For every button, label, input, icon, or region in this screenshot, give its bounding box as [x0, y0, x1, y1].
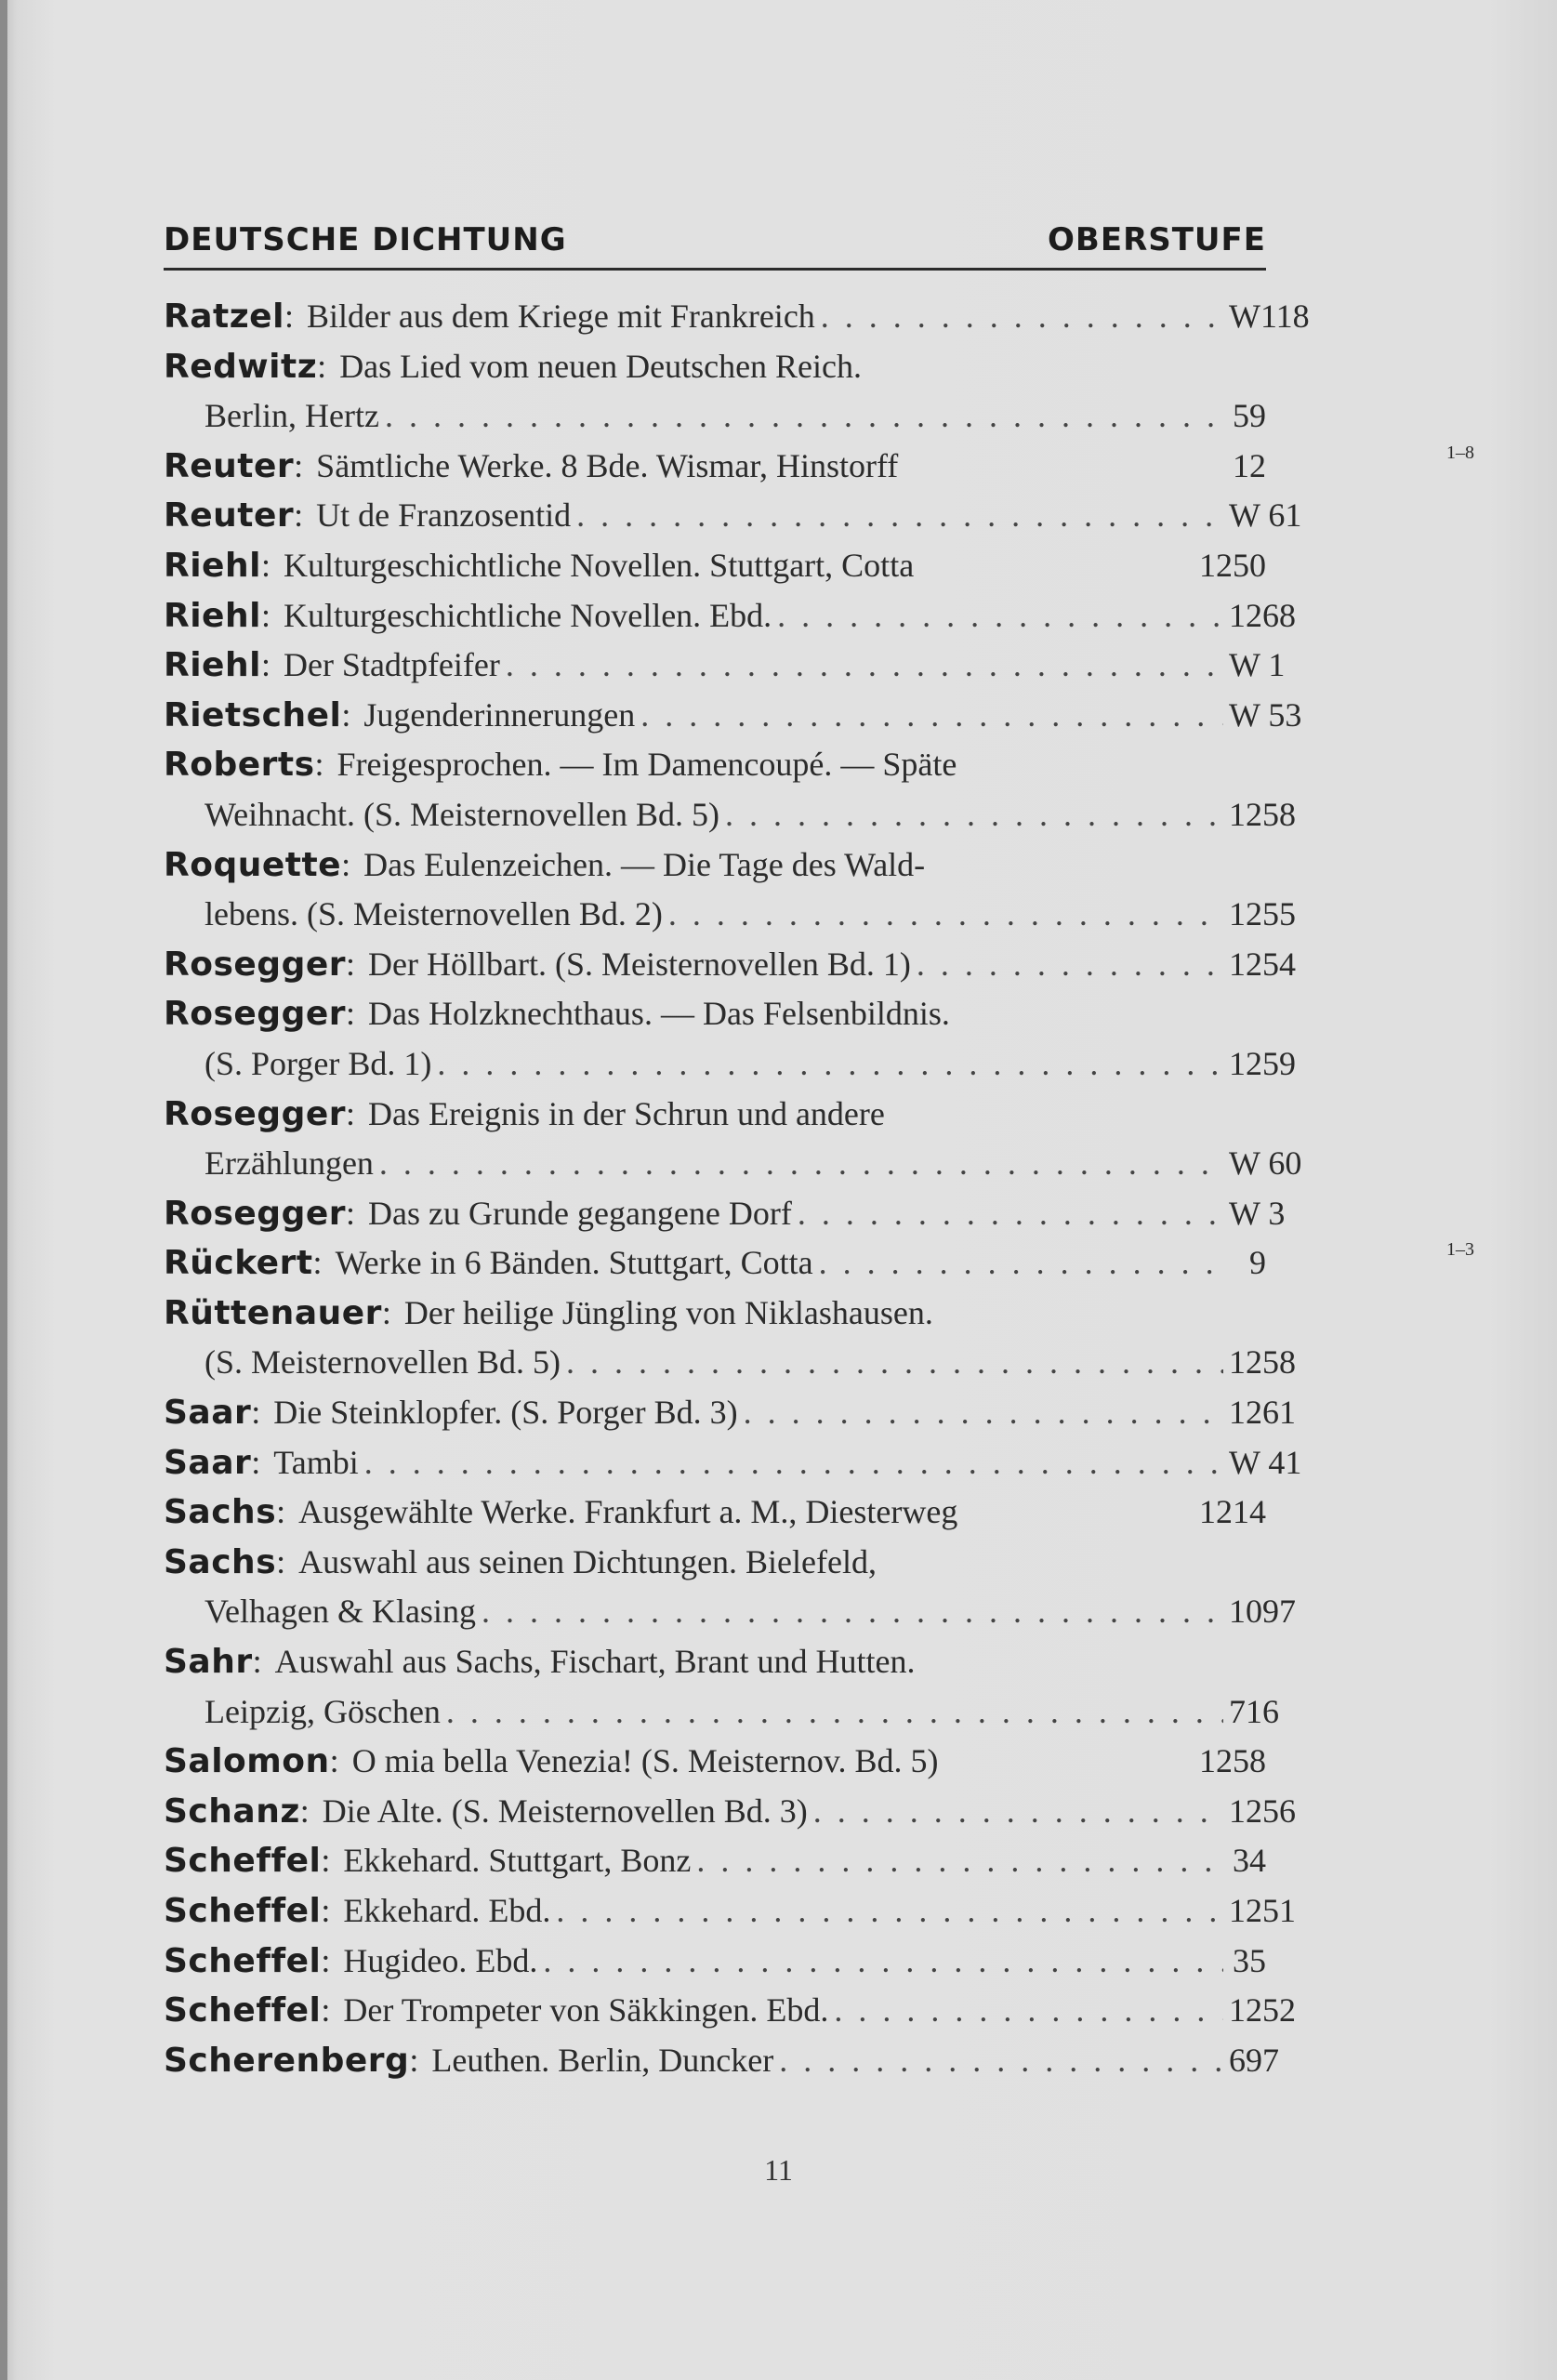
entry-author: Roquette — [164, 845, 342, 884]
entry-title: (S. Porger Bd. 1) — [205, 1044, 432, 1082]
entry-title: Sämtliche Werke. 8 Bde. Wismar, Hinstorff — [316, 446, 899, 484]
entry-line — [164, 491, 1302, 541]
entry-author: Rietschel — [164, 695, 342, 734]
dot-leader — [777, 591, 1223, 641]
entry-number: 1214 — [1199, 1493, 1266, 1531]
dot-leader — [696, 1836, 1223, 1886]
entry-line — [164, 1090, 1266, 1140]
entry-author: Scheffel — [164, 1991, 322, 2030]
entry-line — [164, 1289, 1266, 1339]
catalog-entry — [164, 840, 1296, 940]
entry-line — [164, 989, 1266, 1039]
dot-leader — [821, 292, 1223, 342]
entry-line — [164, 1388, 1296, 1438]
entry-line — [164, 1587, 1296, 1637]
entry-title: Die Alte. (S. Meisternovellen Bd. 3) — [322, 1792, 808, 1830]
catalog-entry — [164, 1438, 1302, 1488]
entry-author: Scheffel — [164, 1892, 322, 1930]
dot-leader — [482, 1587, 1223, 1637]
entry-line — [164, 1787, 1296, 1837]
entry-line — [164, 1438, 1302, 1488]
catalog-entry — [164, 1886, 1296, 1937]
dot-leader — [798, 1189, 1223, 1239]
entry-line — [164, 1538, 1266, 1588]
entry-line — [164, 1189, 1286, 1239]
entry-line — [164, 1986, 1296, 2036]
entry-line — [164, 1937, 1266, 1987]
entry-title: Das Holzknechthaus. — Das Felsenbildnis. — [368, 995, 950, 1033]
entry-author: Reuter — [164, 446, 295, 485]
entry-number: W 3 — [1229, 1194, 1286, 1232]
entry-number: 1251 — [1229, 1892, 1296, 1929]
author-colon: : — [260, 546, 270, 584]
author-colon: : — [321, 1941, 331, 1979]
entry-title: Leipzig, Göschen — [205, 1692, 441, 1730]
catalog-entry — [164, 342, 1266, 442]
author-colon: : — [321, 1892, 331, 1929]
author-colon: : — [409, 2041, 419, 2079]
entry-title: O mia bella Venezia! (S. Meisternov. Bd. 5) — [351, 1742, 939, 1780]
catalog-entry — [164, 491, 1302, 541]
entry-title: Kulturgeschichtliche Novellen. Stuttgart, Cotta — [283, 546, 915, 584]
entry-title: Das Eulenzeichen. — Die Tage des Wald- — [363, 845, 926, 883]
entry-number: 12 — [1233, 446, 1266, 484]
dot-leader — [725, 790, 1223, 840]
author-colon: : — [260, 646, 270, 684]
author-colon: : — [346, 995, 356, 1033]
entry-number: 35 — [1233, 1941, 1266, 1979]
entry-title: Das Ereignis in der Schrun und andere — [368, 1094, 885, 1132]
author-colon: : — [321, 1842, 331, 1880]
entry-author: Schanz — [164, 1792, 300, 1831]
entry-line — [164, 391, 1266, 442]
entry-title: Berlin, Hertz — [205, 397, 379, 435]
entry-title: Ekkehard. Stuttgart, Bonz — [343, 1842, 692, 1880]
entry-number: W 41 — [1229, 1443, 1302, 1481]
entry-title: Ut de Franzosentid — [316, 496, 572, 535]
entry-line — [164, 342, 1266, 392]
page-number: 11 — [764, 2153, 793, 2187]
entry-number: W118 — [1229, 298, 1310, 335]
dot-leader — [640, 691, 1223, 741]
entry-title: Werke in 6 Bänden. Stuttgart, Cotta — [335, 1244, 813, 1282]
entry-title: Ausgewählte Werke. Frankfurt a. M., Diesterweg — [298, 1493, 958, 1531]
author-colon: : — [341, 845, 351, 883]
dot-leader — [437, 1039, 1223, 1090]
catalog-entry — [164, 940, 1296, 990]
entry-line — [164, 940, 1296, 990]
dot-leader — [556, 1886, 1223, 1937]
entry-title: (S. Meisternovellen Bd. 5) — [205, 1343, 561, 1382]
entry-title: Kulturgeschichtliche Novellen. Ebd. — [283, 596, 772, 634]
entry-line — [164, 840, 1266, 891]
entry-line — [164, 1637, 1266, 1687]
entry-title: Auswahl aus seinen Dichtungen. Bielefeld, — [298, 1542, 877, 1580]
catalog-entry — [164, 1937, 1266, 1987]
entry-number: 1261 — [1229, 1394, 1296, 1432]
entry-title: Weihnacht. (S. Meisternovellen Bd. 5) — [205, 795, 719, 833]
entry-line — [164, 890, 1296, 940]
entry-title: Auswahl aus Sachs, Fischart, Brant und Hutten. — [274, 1643, 916, 1681]
author-colon: : — [276, 1493, 286, 1531]
catalog-entry — [164, 989, 1296, 1089]
entry-number: 1255 — [1229, 895, 1296, 933]
entry-number: 716 — [1229, 1692, 1279, 1730]
entry-author: Scherenberg — [164, 2041, 410, 2080]
catalog-entry — [164, 1787, 1296, 1837]
author-colon: : — [346, 945, 356, 983]
author-colon: : — [276, 1542, 286, 1580]
catalog-entry — [164, 1737, 1266, 1787]
entry-author: Ratzel — [164, 298, 284, 336]
author-colon: : — [381, 1293, 391, 1331]
dot-leader — [834, 1986, 1223, 2036]
running-header — [164, 221, 1266, 271]
entry-number: 9 — [1249, 1244, 1266, 1282]
entry-author: Scheffel — [164, 1842, 322, 1881]
entry-number: 1268 — [1229, 596, 1296, 634]
entry-line — [164, 2036, 1279, 2086]
entry-author: Rückert — [164, 1244, 313, 1283]
entry-title: Ekkehard. Ebd. — [343, 1892, 551, 1929]
entry-number: W 60 — [1229, 1144, 1302, 1183]
catalog-entry — [164, 1189, 1286, 1239]
entry-author: Rosegger — [164, 1094, 347, 1133]
entry-title: Der Trompeter von Säkkingen. Ebd. — [343, 1991, 829, 2030]
entry-title: Velhagen & Klasing — [205, 1593, 476, 1631]
page-edge — [0, 0, 7, 2380]
author-colon: : — [312, 1244, 323, 1282]
entry-author: Saar — [164, 1443, 252, 1482]
catalog-entry — [164, 1238, 1474, 1289]
entry-number: W 53 — [1229, 695, 1302, 734]
entry-author: Riehl — [164, 546, 261, 585]
dot-leader — [385, 391, 1223, 442]
author-colon: : — [294, 446, 304, 484]
entry-author: Sahr — [164, 1643, 253, 1682]
author-colon: : — [294, 496, 304, 535]
dot-leader — [779, 2036, 1223, 2086]
entry-number: 1258 — [1229, 1343, 1296, 1382]
entry-line — [164, 740, 1266, 790]
catalog-entry — [164, 1986, 1296, 2036]
entry-title: Tambi — [273, 1443, 359, 1481]
entry-line — [164, 292, 1310, 342]
entry-line — [164, 691, 1302, 741]
catalog-entry — [164, 1289, 1296, 1388]
catalog-entry — [164, 740, 1296, 840]
entry-author: Scheffel — [164, 1941, 322, 1980]
catalog-entries — [164, 292, 1474, 2085]
header-left: DEUTSCHE DICHTUNG — [164, 221, 567, 258]
entry-number: W 61 — [1229, 496, 1302, 535]
entry-line — [164, 641, 1286, 691]
entry-title: Hugideo. Ebd. — [343, 1941, 538, 1979]
entry-line — [164, 1836, 1266, 1886]
author-colon: : — [299, 1792, 310, 1830]
catalog-entry — [164, 2036, 1279, 2086]
catalog-entry — [164, 541, 1266, 591]
header-right: OBERSTUFE — [1048, 221, 1266, 258]
entry-title: Jugenderinnerungen — [363, 695, 636, 734]
dot-leader — [506, 641, 1223, 691]
entry-author: Salomon — [164, 1742, 330, 1781]
entry-author: Rosegger — [164, 995, 347, 1034]
entry-author: Rüttenauer — [164, 1293, 382, 1332]
entry-line — [164, 1238, 1474, 1289]
entry-title: Das zu Grunde gegangene Dorf — [368, 1194, 792, 1232]
catalog-entry — [164, 1637, 1279, 1737]
author-colon: : — [346, 1194, 356, 1232]
entry-line — [164, 1338, 1296, 1388]
dot-leader — [364, 1438, 1223, 1488]
entry-title: Freigesprochen. — Im Damencoupé. — Späte — [336, 746, 957, 784]
entry-line — [164, 1886, 1296, 1937]
entry-line — [164, 442, 1474, 492]
dot-leader — [668, 890, 1223, 940]
entry-line — [164, 1687, 1279, 1738]
entry-number: 1097 — [1229, 1593, 1296, 1631]
catalog-entry — [164, 1488, 1266, 1538]
entry-number: 1258 — [1199, 1742, 1266, 1780]
author-colon: : — [251, 1443, 261, 1481]
entry-title: Leuthen. Berlin, Duncker — [431, 2041, 774, 2079]
author-colon: : — [314, 746, 324, 784]
dot-leader — [813, 1787, 1223, 1837]
author-colon: : — [284, 298, 294, 335]
dot-leader — [819, 1238, 1223, 1289]
entry-line — [164, 541, 1266, 591]
entry-line — [164, 1039, 1296, 1090]
entry-title: Das Lied vom neuen Deutschen Reich. — [339, 347, 863, 385]
catalog-entry — [164, 691, 1302, 741]
entry-title: lebens. (S. Meisternovellen Bd. 2) — [205, 895, 663, 933]
dot-leader — [917, 940, 1223, 990]
author-colon: : — [346, 1094, 356, 1132]
entry-author: Riehl — [164, 646, 261, 685]
entry-title: Der heilige Jüngling von Niklashausen. — [403, 1293, 933, 1331]
catalog-entry — [164, 1388, 1296, 1438]
dot-leader — [379, 1139, 1223, 1189]
entry-author: Rosegger — [164, 945, 347, 984]
catalog-entry — [164, 442, 1474, 492]
entry-line — [164, 790, 1296, 840]
catalog-entry — [164, 1836, 1266, 1886]
entry-title: Der Höllbart. (S. Meisternovellen Bd. 1) — [368, 945, 911, 983]
entry-number: 1250 — [1199, 546, 1266, 584]
entry-line — [164, 1488, 1266, 1538]
author-colon: : — [317, 347, 327, 385]
catalog-entry — [164, 641, 1286, 691]
entry-author: Rosegger — [164, 1194, 347, 1233]
author-colon: : — [260, 596, 270, 634]
dot-leader — [446, 1687, 1223, 1738]
author-colon: : — [329, 1742, 339, 1780]
entry-author: Redwitz — [164, 347, 318, 386]
catalog-entry — [164, 591, 1296, 641]
entry-number: 1254 — [1229, 945, 1296, 983]
catalog-entry — [164, 1090, 1302, 1189]
entry-number: 1252 — [1229, 1991, 1296, 2030]
volume-superscript: 1–8 — [1446, 442, 1474, 463]
entry-number: W 1 — [1229, 646, 1286, 684]
entry-title: Der Stadtpfeifer — [283, 646, 500, 684]
author-colon: : — [252, 1643, 262, 1681]
author-colon: : — [251, 1394, 261, 1432]
author-colon: : — [341, 695, 351, 734]
entry-number: 59 — [1233, 397, 1266, 435]
volume-superscript: 1–3 — [1446, 1239, 1474, 1261]
entry-number: 1256 — [1229, 1792, 1296, 1830]
entry-number: 1259 — [1229, 1044, 1296, 1082]
entry-author: Sachs — [164, 1493, 277, 1532]
dot-leader — [566, 1338, 1223, 1388]
entry-author: Sachs — [164, 1542, 277, 1581]
entry-number: 34 — [1233, 1842, 1266, 1880]
dot-leader — [576, 491, 1223, 541]
entry-author: Roberts — [164, 746, 315, 785]
dot-leader — [744, 1388, 1223, 1438]
entry-line — [164, 591, 1296, 641]
entry-title: Die Steinklopfer. (S. Porger Bd. 3) — [273, 1394, 738, 1432]
dot-leader — [543, 1937, 1223, 1987]
entry-title: Erzählungen — [205, 1144, 374, 1183]
author-colon: : — [321, 1991, 331, 2030]
entry-title: Bilder aus dem Kriege mit Frankreich — [306, 298, 815, 335]
catalog-entry — [164, 1538, 1296, 1637]
catalog-entry — [164, 292, 1310, 342]
entry-number: 697 — [1229, 2041, 1279, 2079]
entry-author: Reuter — [164, 496, 295, 536]
entry-line — [164, 1139, 1302, 1189]
entry-author: Riehl — [164, 596, 261, 635]
entry-author: Saar — [164, 1394, 252, 1433]
entry-line — [164, 1737, 1266, 1787]
entry-number: 1258 — [1229, 795, 1296, 833]
